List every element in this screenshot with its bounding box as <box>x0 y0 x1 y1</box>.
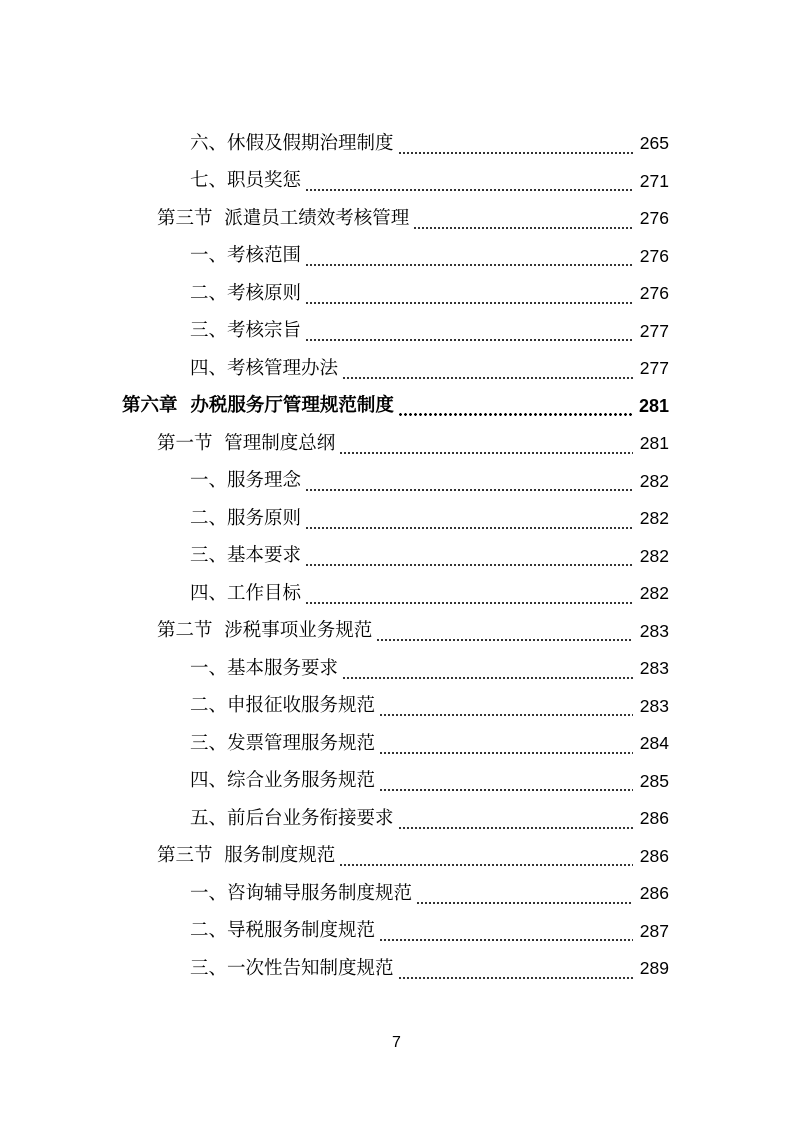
toc-entry-title: 二、导税服务制度规范 <box>190 920 376 941</box>
toc-entry-title: 四、工作目标 <box>190 582 302 604</box>
dot-leader <box>305 339 633 341</box>
toc-entry[interactable] <box>0 650 793 688</box>
toc-entry[interactable] <box>0 950 793 988</box>
toc-entry-page: 276 <box>639 245 669 266</box>
dot-leader <box>305 189 633 191</box>
toc-entry-title: 第一节 管理制度总纲 <box>157 432 336 454</box>
toc-entry-title: 一、基本服务要求 <box>190 657 339 679</box>
toc-entry-title: 三、基本要求 <box>190 545 302 566</box>
toc-entry-title: 四、综合业务服务规范 <box>190 770 376 791</box>
toc-entry[interactable] <box>0 238 793 276</box>
toc-entry-page: 285 <box>639 770 669 791</box>
dot-leader <box>398 827 633 829</box>
toc-entry-title: 三、考核宗旨 <box>190 320 302 341</box>
toc-entry[interactable] <box>0 725 793 763</box>
toc-entry[interactable] <box>0 913 793 951</box>
toc-entry-page: 283 <box>639 658 669 678</box>
toc-section-entry[interactable] <box>0 613 793 651</box>
toc-entry-title: 一、咨询辅导服务制度规范 <box>190 882 413 904</box>
toc-entry-page: 287 <box>639 920 669 941</box>
toc-entry-title: 三、发票管理服务规范 <box>190 732 376 754</box>
toc-entry-page: 271 <box>639 170 669 191</box>
toc-entry-page: 281 <box>639 433 669 453</box>
toc-entry[interactable] <box>0 313 793 351</box>
toc-entry-title: 第六章 办税服务厅管理规范制度 <box>122 395 394 416</box>
toc-entry[interactable] <box>0 350 793 388</box>
dot-leader <box>379 939 633 941</box>
toc-entry[interactable] <box>0 763 793 801</box>
toc-entry-page: 265 <box>639 133 669 153</box>
toc-entry-title: 第二节 涉税事项业务规范 <box>157 620 373 641</box>
toc-entry-page: 282 <box>639 508 669 528</box>
dot-leader <box>398 977 633 979</box>
dot-leader <box>339 452 633 454</box>
toc-section-entry[interactable] <box>0 200 793 238</box>
toc-entry-page: 276 <box>639 208 669 228</box>
toc-entry-title: 二、服务原则 <box>190 507 302 529</box>
toc-entry-page: 281 <box>638 396 669 417</box>
dot-leader <box>342 377 633 379</box>
toc-entry-page: 286 <box>639 808 669 828</box>
dot-leader <box>379 714 633 716</box>
toc-entry-title: 六、休假及假期治理制度 <box>190 132 394 154</box>
dot-leader <box>416 902 633 904</box>
toc-entry-title: 一、服务理念 <box>190 470 302 491</box>
dot-leader <box>342 677 633 679</box>
toc-entry[interactable] <box>0 463 793 501</box>
toc-section-entry[interactable] <box>0 425 793 463</box>
page-number: 7 <box>392 1034 401 1051</box>
dot-leader <box>339 864 633 866</box>
dot-leader <box>305 564 633 566</box>
toc-entry-title: 四、考核管理办法 <box>190 357 339 379</box>
toc-entry-title: 七、职员奖惩 <box>190 170 302 191</box>
toc-entry[interactable] <box>0 875 793 913</box>
toc-entry-page: 276 <box>639 283 669 303</box>
dot-leader <box>305 489 633 491</box>
toc-entry[interactable] <box>0 575 793 613</box>
toc-entry[interactable] <box>0 125 793 163</box>
toc-entry[interactable] <box>0 275 793 313</box>
table-of-contents <box>0 125 793 988</box>
toc-entry-page: 283 <box>639 620 669 641</box>
toc-entry-page: 277 <box>639 320 669 341</box>
toc-entry[interactable] <box>0 163 793 201</box>
toc-entry-title: 三、一次性告知制度规范 <box>190 957 394 979</box>
toc-entry-title: 一、考核范围 <box>190 245 302 266</box>
dot-leader <box>305 602 633 604</box>
toc-entry-page: 282 <box>639 470 669 491</box>
toc-entry[interactable] <box>0 800 793 838</box>
dot-leader <box>398 152 633 154</box>
toc-entry-title: 二、申报征收服务规范 <box>190 695 376 716</box>
toc-entry-page: 286 <box>639 883 669 903</box>
toc-entry-title: 第三节 派遣员工绩效考核管理 <box>157 207 410 229</box>
dot-leader <box>398 413 633 416</box>
toc-entry-page: 286 <box>639 845 669 866</box>
toc-entry-page: 282 <box>639 583 669 603</box>
toc-entry[interactable] <box>0 538 793 576</box>
dot-leader <box>379 789 633 791</box>
toc-section-entry[interactable] <box>0 838 793 876</box>
dot-leader <box>413 227 633 229</box>
toc-chapter-entry[interactable] <box>0 388 793 426</box>
dot-leader <box>305 302 633 304</box>
dot-leader <box>305 527 633 529</box>
toc-entry-page: 283 <box>639 695 669 716</box>
toc-entry-page: 284 <box>639 733 669 753</box>
dot-leader <box>376 639 633 641</box>
dot-leader <box>379 752 633 754</box>
toc-entry-page: 282 <box>639 545 669 566</box>
toc-entry-title: 五、前后台业务衔接要求 <box>190 807 394 829</box>
toc-entry[interactable] <box>0 500 793 538</box>
toc-entry-title: 第三节 服务制度规范 <box>157 845 336 866</box>
toc-entry-title: 二、考核原则 <box>190 282 302 304</box>
toc-entry[interactable] <box>0 688 793 726</box>
toc-entry-page: 289 <box>639 958 669 978</box>
toc-entry-page: 277 <box>639 358 669 378</box>
dot-leader <box>305 264 633 266</box>
